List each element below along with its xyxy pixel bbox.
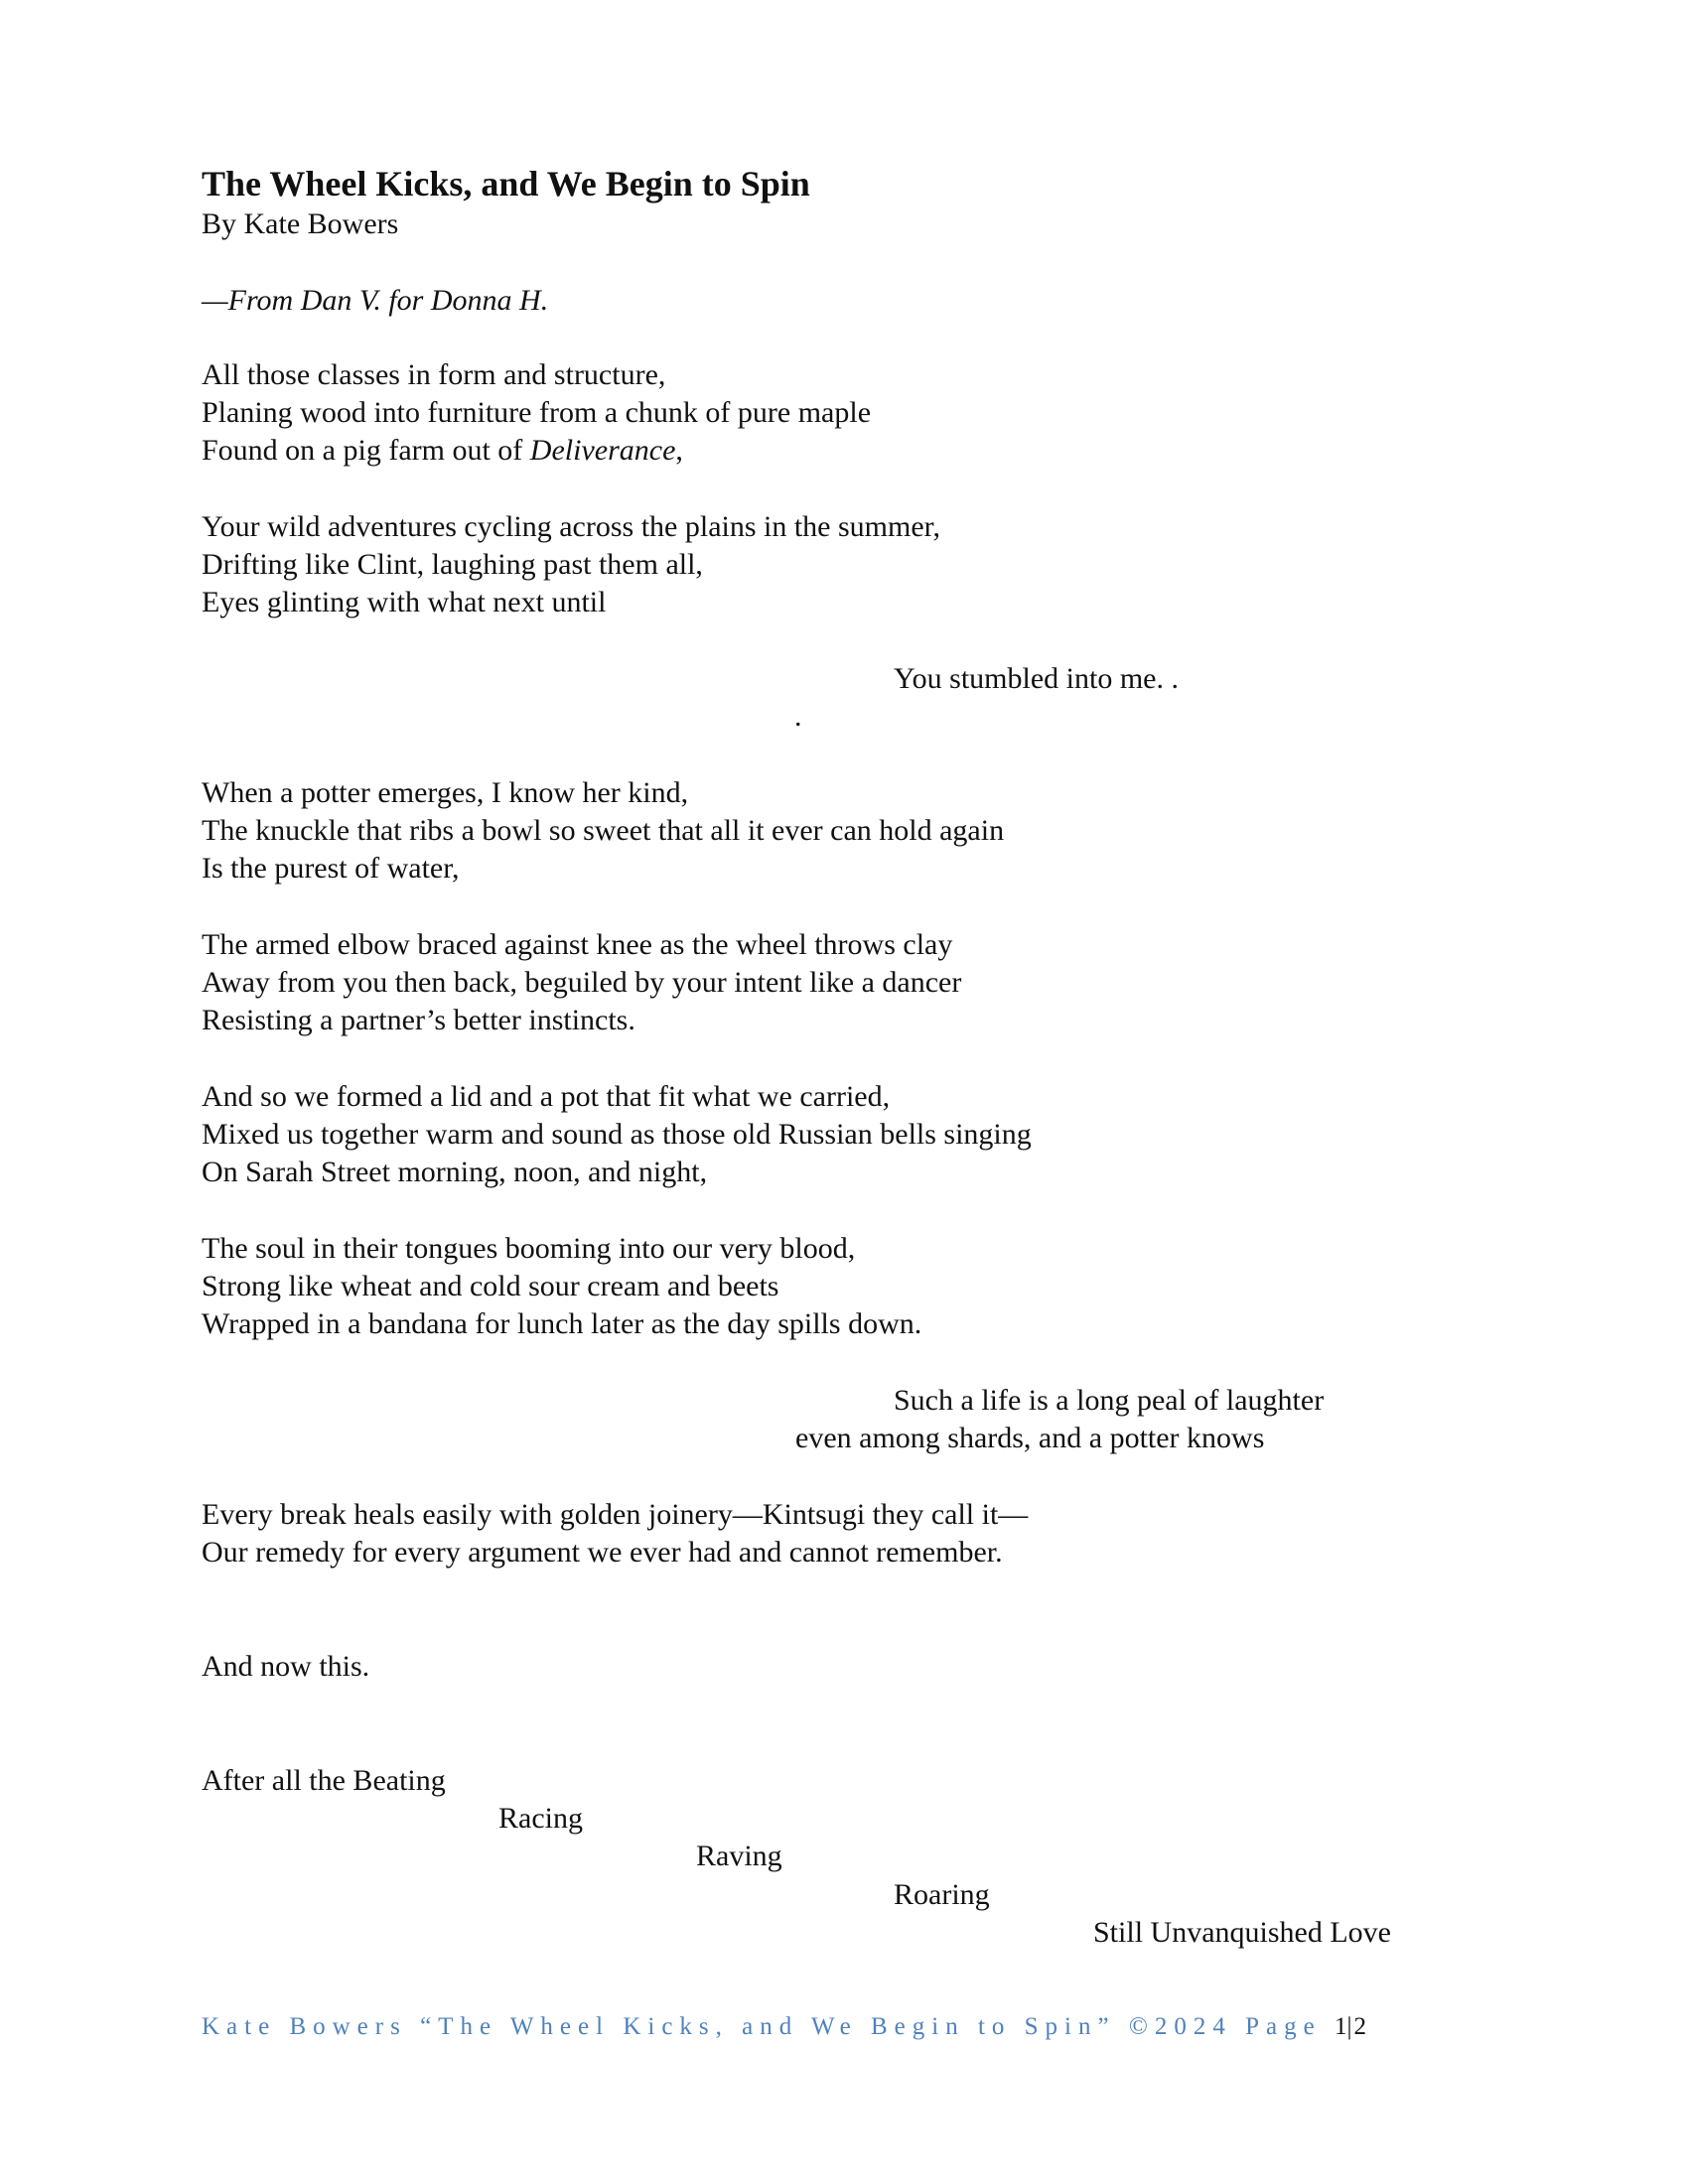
stanza1-line3-pre: Found on a pig farm out of	[202, 434, 530, 467]
footer-page-current: 1	[1334, 2013, 1347, 2040]
stanza4-line3: Resisting a partner’s better instincts.	[202, 1004, 635, 1036]
stanza2-line1: Your wild adventures cycling across the plains in the summer,	[202, 510, 940, 543]
stanza1-line3-post: ,	[675, 434, 683, 467]
indented-line-stumbled: You stumbled into me. .	[894, 662, 1179, 695]
stanza1-line2: Planing wood into furniture from a chunk of pure maple	[202, 396, 872, 429]
cascade-line1: After all the Beating	[202, 1764, 446, 1797]
stray-dot: .	[794, 700, 802, 733]
stanza7-line2: Our remedy for every argument we ever had and cannot remember.	[202, 1536, 1003, 1569]
stanza4-line2: Away from you then back, beguiled by your intent like a dancer	[202, 966, 962, 999]
indented-line-shards: even among shards, and a potter knows	[795, 1422, 1265, 1454]
cascade-line5: Still Unvanquished Love	[1093, 1916, 1391, 1949]
stanza6-line2: Strong like wheat and cold sour cream and beets	[202, 1270, 779, 1302]
stanza3-line3: Is the purest of water,	[202, 852, 460, 885]
stanza7-line1: Every break heals easily with golden joinery—Kintsugi they call it—	[202, 1498, 1029, 1531]
stanza1-line1: All those classes in form and structure,	[202, 358, 666, 391]
dedication: —From Dan V. for Donna H.	[202, 284, 549, 317]
stanza6-line3: Wrapped in a bandana for lunch later as the day spills down.	[202, 1307, 922, 1340]
footer-page-total: 2	[1353, 2013, 1366, 2040]
stanza3-line2: The knuckle that ribs a bowl so sweet that all it ever can hold again	[202, 814, 1005, 847]
stanza5-line3: On Sarah Street morning, noon, and night,	[202, 1156, 708, 1188]
stanza5-line1: And so we formed a lid and a pot that fit what we carried,	[202, 1080, 891, 1113]
stanza3-line1: When a potter emerges, I know her kind,	[202, 776, 689, 809]
cascade-line3: Raving	[696, 1840, 782, 1872]
cascade-line2: Racing	[498, 1802, 583, 1835]
cascade-line4: Roaring	[894, 1878, 990, 1911]
footer-separator: |	[1346, 2013, 1354, 2040]
stanza5-line2: Mixed us together warm and sound as those old Russian bells singing	[202, 1118, 1032, 1151]
page-footer	[202, 2011, 1366, 2043]
poem-title: The Wheel Kicks, and We Begin to Spin	[202, 164, 810, 204]
byline: By Kate Bowers	[202, 207, 399, 240]
stanza2-line3: Eyes glinting with what next until	[202, 586, 607, 618]
stanza6-line1: The soul in their tongues booming into our very blood,	[202, 1232, 856, 1265]
stanza4-line1: The armed elbow braced against knee as the wheel throws clay	[202, 928, 953, 961]
stanza1-line3-italic: Deliverance	[529, 434, 676, 467]
indented-line-laughter: Such a life is a long peal of laughter	[894, 1384, 1325, 1417]
footer-text: Kate Bowers “The Wheel Kicks, and We Begin to Spin” ©2024 Page	[202, 2013, 1335, 2040]
and-now-this: And now this.	[202, 1650, 370, 1683]
stanza2-line2: Drifting like Clint, laughing past them all,	[202, 548, 703, 581]
stanza1-line3	[202, 432, 683, 470]
